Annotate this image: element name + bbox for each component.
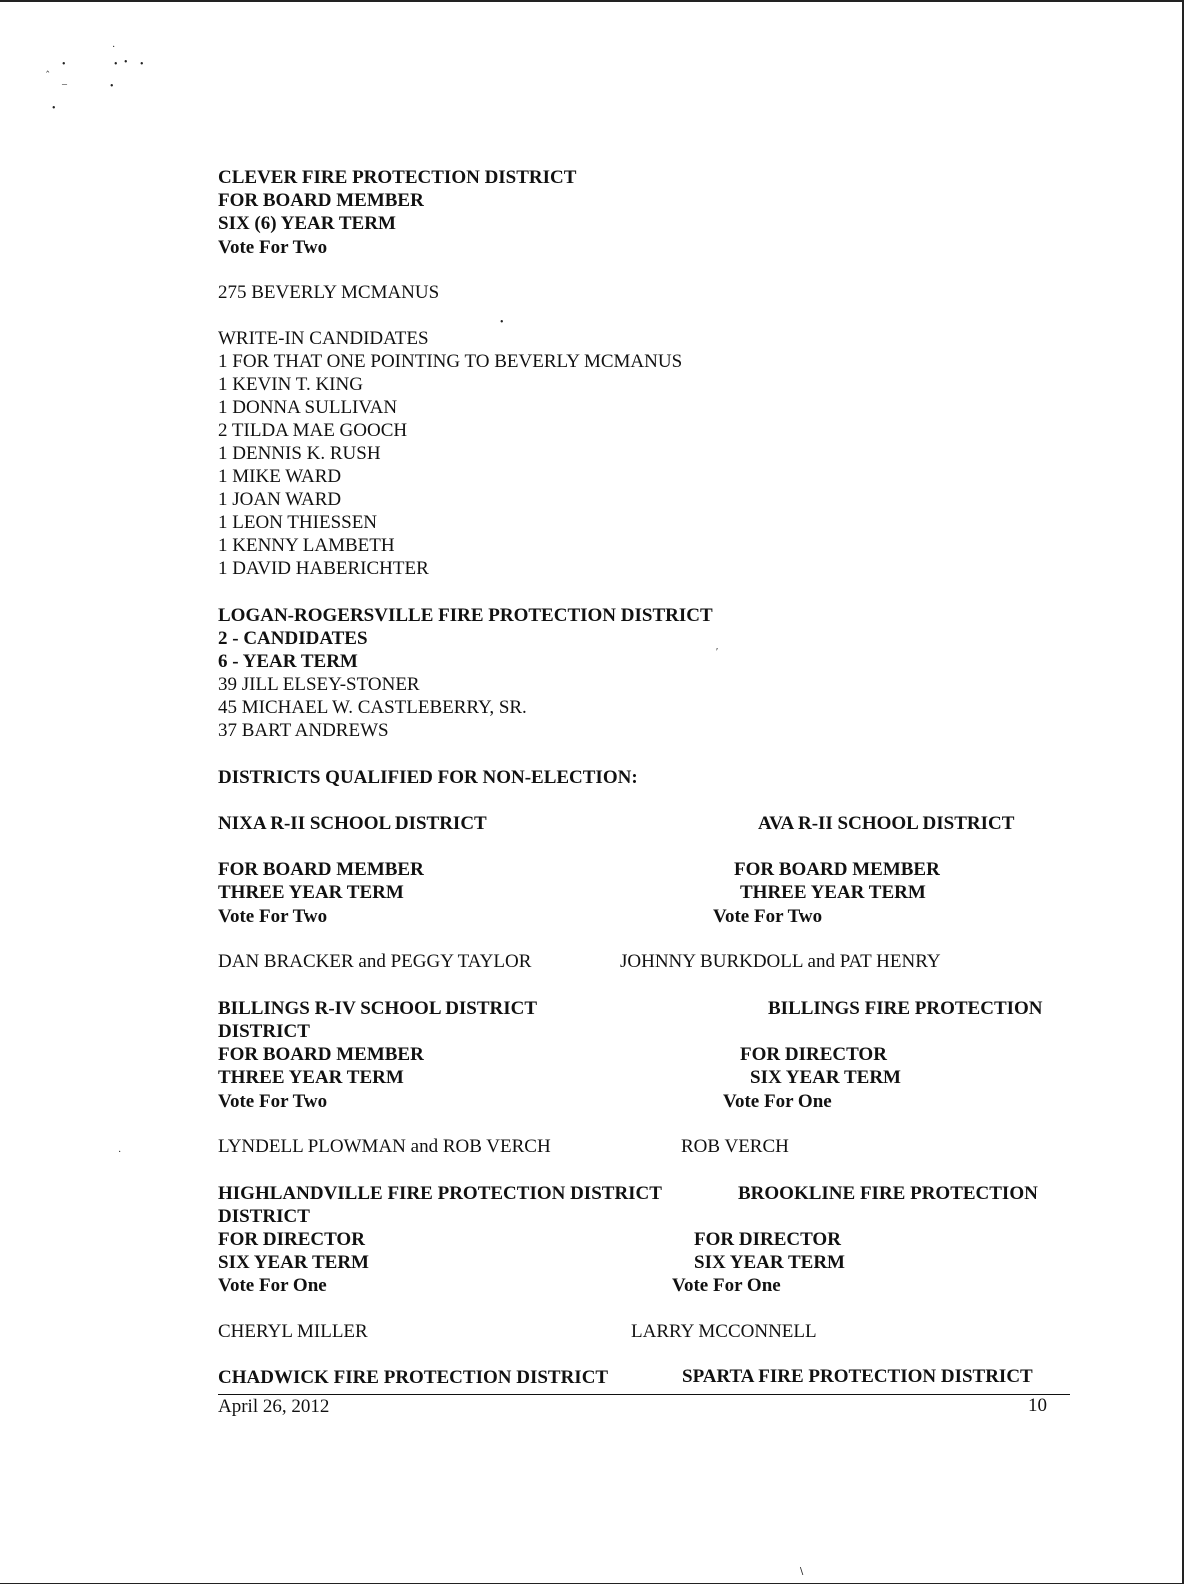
writein-item: 1 KEVIN T. KING bbox=[218, 374, 363, 395]
term-line: SIX YEAR TERM bbox=[694, 1252, 845, 1273]
term-line: SIX YEAR TERM bbox=[750, 1067, 901, 1088]
term-line: THREE YEAR TERM bbox=[218, 882, 404, 903]
vote-line: Vote For Two bbox=[218, 906, 328, 927]
vote-line: Vote For One bbox=[672, 1275, 781, 1296]
candidate-result: 275 BEVERLY MCMANUS bbox=[218, 282, 440, 303]
term-line: 6 - YEAR TERM bbox=[218, 651, 358, 672]
section-title: HIGHLANDVILLE FIRE PROTECTION DISTRICT bbox=[218, 1183, 662, 1204]
winners-line: JOHNNY BURKDOLL and PAT HENRY bbox=[620, 951, 941, 972]
section-title: BILLINGS R-IV SCHOOL DISTRICT bbox=[218, 998, 538, 1019]
footer-date: April 26, 2012 bbox=[218, 1396, 330, 1417]
writein-header: WRITE-IN CANDIDATES bbox=[218, 328, 429, 349]
term-line: THREE YEAR TERM bbox=[740, 882, 926, 903]
office-line: FOR BOARD MEMBER bbox=[218, 859, 424, 880]
candidate-result: 39 JILL ELSEY-STONER bbox=[218, 674, 420, 695]
winners-line: DAN BRACKER and PEGGY TAYLOR bbox=[218, 951, 532, 972]
writein-item: 1 DONNA SULLIVAN bbox=[218, 397, 398, 418]
candidates-line: 2 - CANDIDATES bbox=[218, 628, 368, 649]
section-title: NIXA R-II SCHOOL DISTRICT bbox=[218, 813, 487, 834]
vote-line: Vote For One bbox=[723, 1091, 832, 1112]
section-title: BROOKLINE FIRE PROTECTION bbox=[738, 1183, 1038, 1204]
section-title: LOGAN-ROGERSVILLE FIRE PROTECTION DISTRICT bbox=[218, 605, 713, 626]
section-title-continued: DISTRICT bbox=[218, 1206, 310, 1227]
footer-rule bbox=[218, 1394, 1070, 1395]
non-election-header: DISTRICTS QUALIFIED FOR NON-ELECTION: bbox=[218, 767, 638, 788]
winners-line: CHERYL MILLER bbox=[218, 1321, 368, 1342]
sparta-title: SPARTA FIRE PROTECTION DISTRICT bbox=[682, 1366, 1033, 1387]
writein-item: 2 TILDA MAE GOOCH bbox=[218, 420, 408, 441]
office-line: FOR BOARD MEMBER bbox=[218, 1044, 424, 1065]
term-line: THREE YEAR TERM bbox=[218, 1067, 404, 1088]
writein-item: 1 JOAN WARD bbox=[218, 489, 342, 510]
writein-item: 1 KENNY LAMBETH bbox=[218, 535, 395, 556]
writein-item: 1 MIKE WARD bbox=[218, 466, 342, 487]
section-title: CLEVER FIRE PROTECTION DISTRICT bbox=[218, 167, 577, 188]
vote-line: Vote For Two bbox=[218, 237, 328, 258]
writein-item: 1 DAVID HABERICHTER bbox=[218, 558, 429, 579]
writein-item: 1 LEON THIESSEN bbox=[218, 512, 378, 533]
winners-line: ROB VERCH bbox=[681, 1136, 789, 1157]
chadwick-title: CHADWICK FIRE PROTECTION DISTRICT bbox=[218, 1367, 609, 1388]
office-line: FOR BOARD MEMBER bbox=[734, 859, 940, 880]
candidate-result: 37 BART ANDREWS bbox=[218, 720, 389, 741]
page-number: 10 bbox=[1028, 1395, 1047, 1416]
section-title-continued: DISTRICT bbox=[218, 1021, 310, 1042]
winners-line: LARRY MCCONNELL bbox=[631, 1321, 817, 1342]
winners-line: LYNDELL PLOWMAN and ROB VERCH bbox=[218, 1136, 551, 1157]
vote-line: Vote For Two bbox=[713, 906, 823, 927]
term-line: SIX YEAR TERM bbox=[218, 1252, 369, 1273]
vote-line: Vote For One bbox=[218, 1275, 327, 1296]
writein-item: 1 FOR THAT ONE POINTING TO BEVERLY MCMANUS bbox=[218, 351, 683, 372]
office-line: FOR DIRECTOR bbox=[694, 1229, 841, 1250]
section-title: AVA R-II SCHOOL DISTRICT bbox=[758, 813, 1015, 834]
office-line: FOR BOARD MEMBER bbox=[218, 190, 424, 211]
writein-item: 1 DENNIS K. RUSH bbox=[218, 443, 381, 464]
office-line: FOR DIRECTOR bbox=[218, 1229, 365, 1250]
office-line: FOR DIRECTOR bbox=[740, 1044, 887, 1065]
term-line: SIX (6) YEAR TERM bbox=[218, 213, 396, 234]
candidate-result: 45 MICHAEL W. CASTLEBERRY, SR. bbox=[218, 697, 527, 718]
section-title: BILLINGS FIRE PROTECTION bbox=[768, 998, 1043, 1019]
vote-line: Vote For Two bbox=[218, 1091, 328, 1112]
